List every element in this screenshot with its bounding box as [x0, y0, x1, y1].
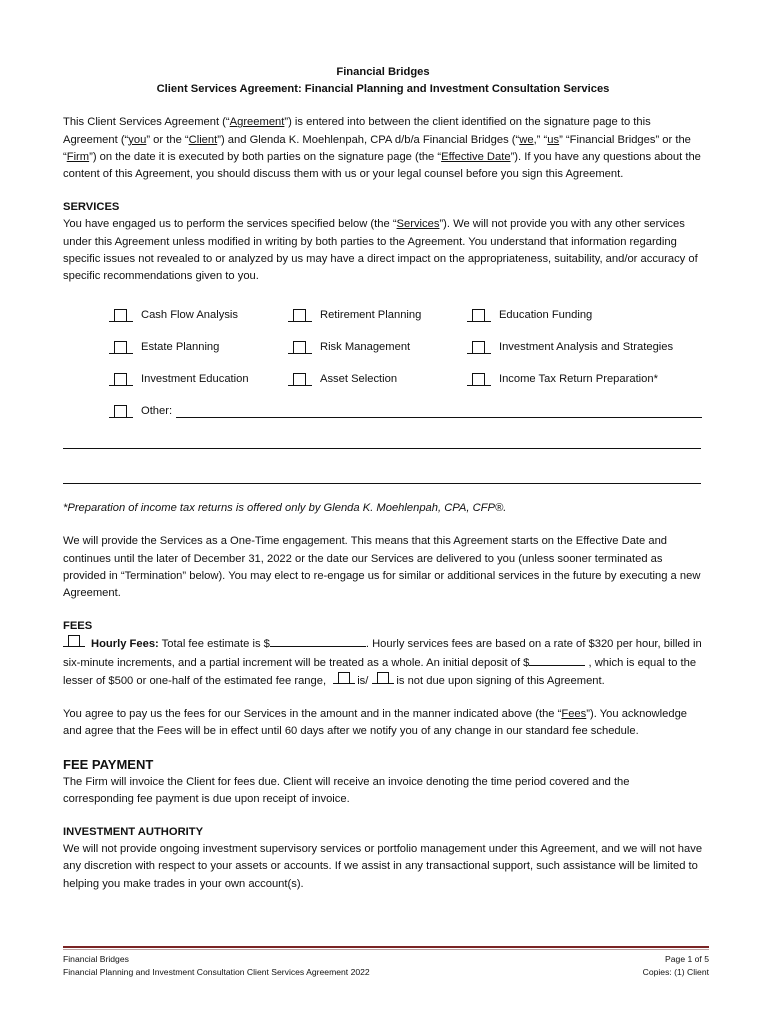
fee-estimate-field[interactable] — [270, 635, 366, 647]
fees-heading: FEES — [63, 620, 93, 633]
hourly-fees-paragraph: Hourly Fees: Total fee estimate is $ . Hourly services fees are based on a rate of $320 per hour, billed in six-minute increments, and a partial increment will be treated as a whole. An initial deposit of $ , which is equal to the lesser of $500 or one-half of the estimated fee range, is/ is not due upon signing of this Agreement. — [63, 635, 703, 690]
service-option[interactable]: Investment Analysis and Strategies — [467, 339, 703, 356]
checkbox-icon[interactable] — [293, 373, 306, 386]
term-agreement: Agreement — [229, 116, 285, 129]
agreement-title: Client Services Agreement: Financial Planning and Investment Consultation Services — [156, 83, 610, 96]
fee-payment-paragraph: The Firm will invoice the Client for fees due. Client will receive an invoice denoting the time period covered and the corresponding fee payment is due upon receipt of invoice. — [63, 775, 630, 805]
term-firm: Firm — [66, 150, 90, 163]
checkbox-icon[interactable] — [114, 341, 127, 354]
service-option[interactable]: Education Funding — [467, 307, 703, 324]
service-option[interactable]: Asset Selection — [288, 371, 467, 388]
services-row — [109, 299, 703, 331]
services-paragraph: You have engaged us to perform the services specified below (the “Services”). We will not provide you with any other services under this Agreement unless modified in writing by both parties to the Agreement. You understand that information regarding specific issues not revealed to or analyzed by us may have a direct impact on the appropriateness, suitability, and/or accuracy of specific recommendations given to you. — [63, 218, 698, 283]
term-us: us — [547, 133, 560, 146]
service-option[interactable]: Income Tax Return Preparation* — [467, 371, 703, 388]
services-checklist — [109, 299, 703, 427]
term-client: Client — [188, 133, 218, 146]
term-you: you — [128, 133, 147, 146]
checkbox-icon[interactable] — [114, 373, 127, 386]
service-option[interactable]: Risk Management — [288, 339, 467, 356]
term-we: we — [519, 133, 534, 146]
checkbox-icon[interactable] — [472, 341, 485, 354]
service-option[interactable]: Retirement Planning — [288, 307, 467, 324]
checkbox-icon[interactable] — [114, 309, 127, 322]
services-heading: SERVICES — [63, 201, 120, 214]
service-option[interactable]: Investment Education — [109, 371, 288, 388]
service-option[interactable]: Estate Planning — [109, 339, 288, 356]
checkbox-icon[interactable] — [68, 635, 80, 647]
checkbox-icon[interactable] — [293, 341, 306, 354]
footer-divider — [63, 946, 709, 948]
document-page — [63, 64, 703, 893]
checkbox-icon[interactable] — [293, 309, 306, 322]
service-option[interactable]: Cash Flow Analysis — [109, 307, 288, 324]
initial-deposit-field[interactable] — [529, 654, 585, 666]
footer-divider-shadow — [63, 949, 709, 950]
checkbox-icon[interactable] — [377, 672, 389, 684]
services-other-row — [109, 395, 703, 427]
footer-document-title: Financial Planning and Investment Consultation Client Services Agreement 2022 — [63, 966, 370, 977]
engagement-paragraph: We will provide the Services as a One-Time engagement. This means that this Agreement starts on the Effective Date and continues until the later of December 31, 2022 or the date our Services are delivered to you (unless sooner terminated as provided in “Termination” below). You may elect to re-engage us for similar or additional services in the future by executing a new Agreement. — [63, 535, 701, 600]
investment-authority-paragraph: We will not provide ongoing investment supervisory services or portfolio management under this Agreement, and we will not have any discretion with respect to your assets or accounts. If we assist in any transactional support, such assistance will be limited to helping you make trades in your own account(s). — [63, 843, 703, 890]
service-option-other[interactable]: Other: — [109, 403, 702, 420]
checkbox-icon[interactable] — [472, 309, 485, 322]
tax-footnote: *Preparation of income tax returns is offered only by Glenda K. Moehlenpah, CPA, CFP®. — [63, 502, 507, 515]
fee-payment-heading: FEE PAYMENT — [63, 757, 154, 773]
footer-page-number: Page 1 of 5 — [665, 954, 709, 964]
services-row — [109, 363, 703, 395]
fees-agreement-paragraph: You agree to pay us the fees for our Services in the amount and in the manner indicated above (the “Fees”). You acknowledge and agree that the Fees will be in effect until 60 days after we notify you of any change in our standard fee schedule. — [63, 708, 688, 738]
checkbox-icon[interactable] — [472, 373, 485, 386]
investment-authority-heading: INVESTMENT AUTHORITY — [63, 826, 204, 839]
hourly-fees-label: Hourly Fees: — [91, 638, 159, 651]
company-name: Financial Bridges — [336, 66, 430, 78]
other-services-line[interactable] — [63, 447, 701, 449]
checkbox-icon[interactable] — [114, 405, 127, 418]
term-effective-date: Effective Date — [441, 150, 511, 163]
footer-copies: Copies: (1) Client — [642, 966, 709, 977]
footer-company: Financial Bridges — [63, 954, 129, 964]
term-fees: Fees — [561, 708, 587, 721]
services-row — [109, 331, 703, 363]
term-services: Services — [396, 218, 440, 231]
other-services-field[interactable] — [176, 405, 702, 418]
checkbox-icon[interactable] — [338, 672, 350, 684]
intro-paragraph: This Client Services Agreement (“Agreement”) is entered into between the client identified on the signature page to this Agreement (“you” or the “Client”) and Glenda K. Moehlenpah, CPA d/b/a Financial Bridges (“we,” “us” “Financial Bridges” or the “Firm”) on the date it is executed by both parties on the signature page (the “Effective Date”). If you have any questions about the content of this Agreement, you should discuss them with us or your legal counsel before you sign this Agreement. — [63, 116, 701, 181]
other-services-line[interactable] — [63, 482, 701, 484]
